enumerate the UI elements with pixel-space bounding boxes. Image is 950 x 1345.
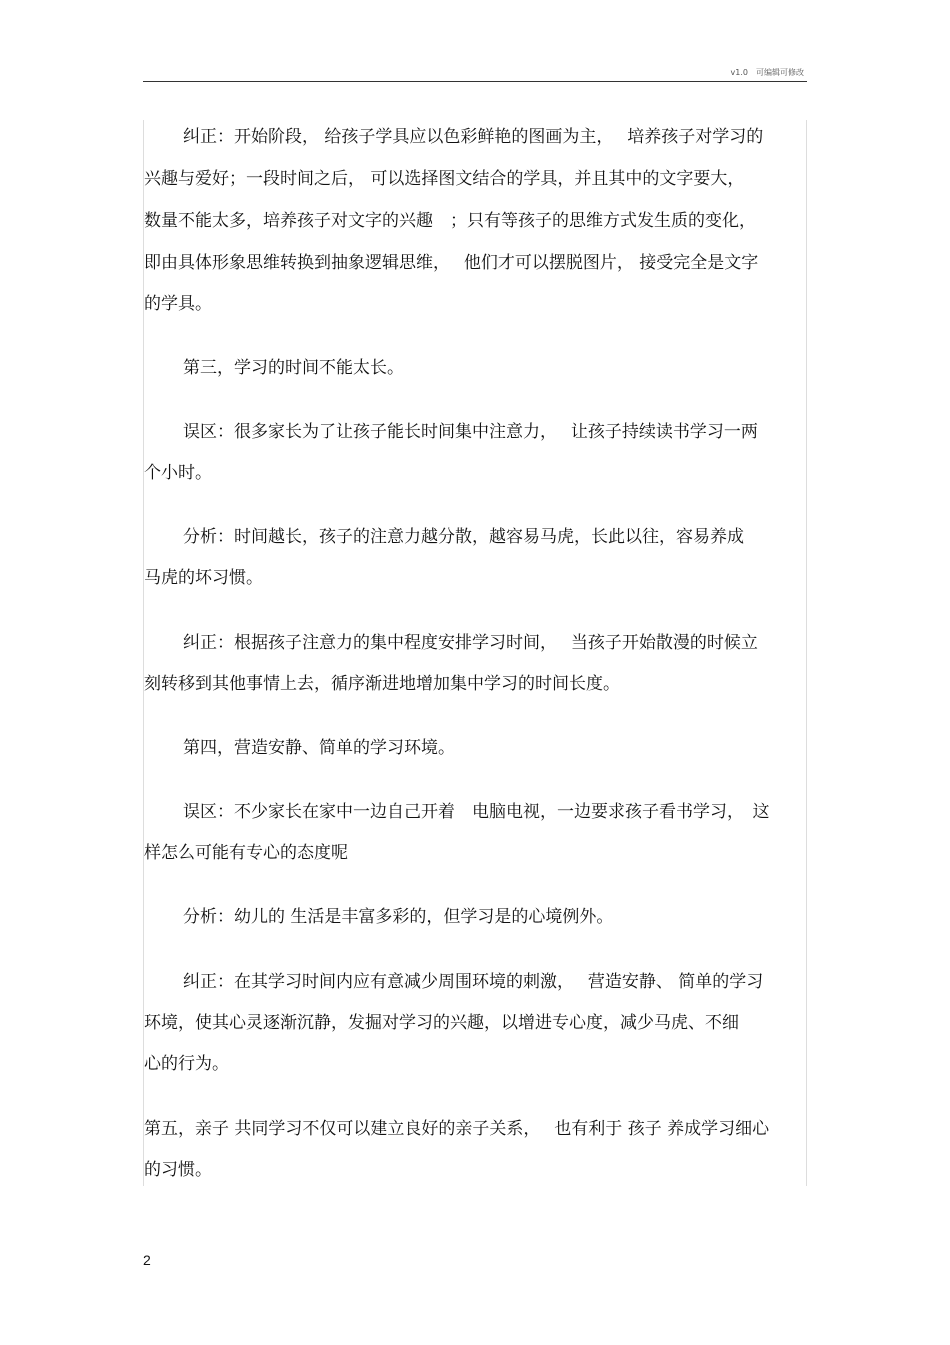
body-line: 误区：不少家长在家中一边自己开着 电脑电视，一边要求孩子看书学习， 这 (183, 802, 770, 822)
text-frame-right-border (806, 120, 807, 1186)
body-line: 环境，使其心灵逐渐沉静，发掘对学习的兴趣，以增进专心度，减少马虎、不细 (144, 1013, 739, 1033)
body-line: 分析：幼儿的 生活是丰富多彩的，但学习是的心境例外。 (183, 907, 614, 927)
body-line: 个小时。 (144, 463, 212, 483)
body-line: 兴趣与爱好；一段时间之后， 可以选择图文结合的学具，并且其中的文字要大， (144, 169, 745, 189)
body-line: 纠正：开始阶段， 给孩子学具应以色彩鲜艳的图画为主， 培养孩子对学习的 (183, 127, 764, 147)
section-heading: 第四，营造安静、简单的学习环境。 (183, 738, 455, 758)
body-line: 刻转移到其他事情上去，循序渐进地增加集中学习的时间长度。 (144, 674, 620, 694)
body-line: 即由具体形象思维转换到抽象逻辑思维， 他们才可以摆脱图片， 接受完全是文字 (144, 253, 759, 273)
body-line: 样怎么可能有专心的态度呢 (144, 843, 348, 863)
body-line: 的学具。 (144, 294, 212, 314)
section-heading: 第五，亲子 共同学习不仅可以建立良好的亲子关系， 也有利于 孩子 养成学习细心 (144, 1119, 770, 1139)
section-heading: 第三，学习的时间不能太长。 (183, 358, 404, 378)
page-number: 2 (143, 1252, 151, 1268)
body-line: 心的行为。 (144, 1054, 229, 1074)
body-line: 纠正：根据孩子注意力的集中程度安排学习时间， 当孩子开始散漫的时候立 (183, 633, 758, 653)
body-line: 误区：很多家长为了让孩子能长时间集中注意力， 让孩子持续读书学习一两 (183, 422, 758, 442)
body-line: 数量不能太多，培养孩子对文字的兴趣 ；只有等孩子的思维方式发生质的变化， (144, 211, 756, 231)
body-line: 马虎的坏习惯。 (144, 568, 263, 588)
body-line: 的习惯。 (144, 1160, 212, 1180)
header-rule (143, 81, 807, 82)
header-version-label: v1.0 可编辑可修改 (730, 68, 804, 77)
body-line: 分析：时间越长，孩子的注意力越分散，越容易马虎，长此以往，容易养成 (183, 527, 744, 547)
body-line: 纠正：在其学习时间内应有意减少周围环境的刺激， 营造安静、 简单的学习 (183, 972, 764, 992)
